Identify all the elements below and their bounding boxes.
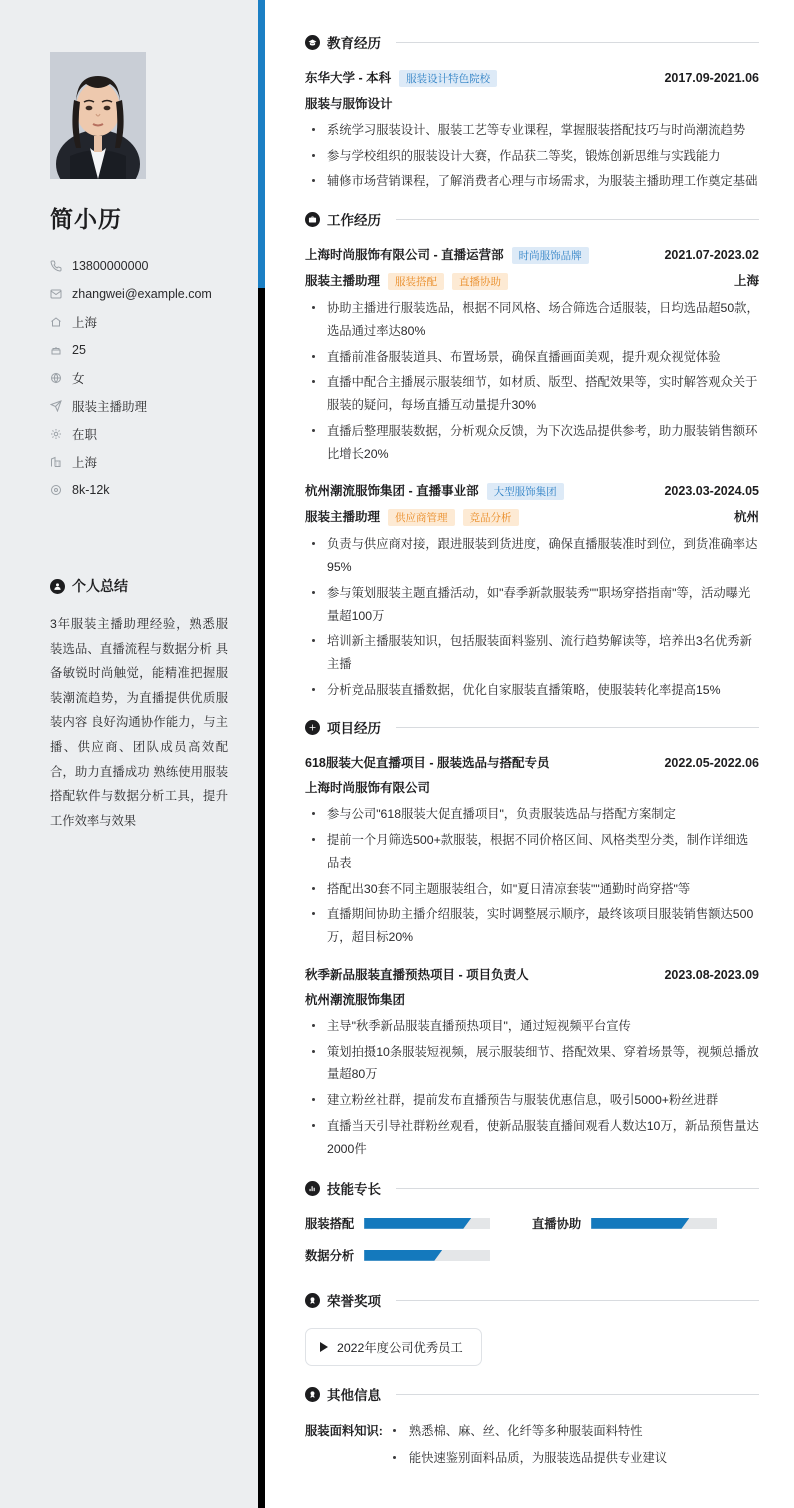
play-triangle-icon bbox=[320, 1342, 328, 1352]
vertical-accent-divider bbox=[258, 0, 265, 1508]
birthday-icon bbox=[50, 344, 68, 356]
project-date: 2022.05-2022.06 bbox=[664, 756, 759, 771]
section-title: 项目经历 bbox=[327, 721, 381, 737]
work-bullets bbox=[305, 533, 759, 701]
other-info-label: 服装面料知识: bbox=[305, 1424, 383, 1439]
entry-left bbox=[305, 965, 654, 983]
project-company: 杭州潮流服饰集团 bbox=[305, 992, 406, 1007]
summary-title: 个人总结 bbox=[72, 578, 128, 594]
company-name: 杭州潮流服饰集团 - 直播事业部 bbox=[305, 484, 479, 499]
school-tag: 服装设计特色院校 bbox=[399, 70, 497, 87]
project-date: 2023.08-2023.09 bbox=[664, 967, 759, 982]
project-entry bbox=[305, 753, 759, 948]
list-item: 培训新主播服装知识，包括服装面料鉴别、流行趋势解读等，培养出3名优秀新主播 bbox=[305, 630, 759, 675]
list-item: 负责与供应商对接，跟进服装到货进度，确保直播服装准时到位，到货准确率达95% bbox=[305, 533, 759, 578]
avatar bbox=[50, 52, 146, 179]
page-title: 简小历 bbox=[50, 206, 122, 232]
list-item: 参与学校组织的服装设计大赛，作品获二等奖，锻炼创新思维与实践能力 bbox=[305, 145, 759, 168]
list-item: 辅修市场营销课程，了解消费者心理与市场需求，为服装主播助理工作奠定基础 bbox=[305, 170, 759, 193]
other-info-group bbox=[305, 1420, 759, 1473]
list-item: 直播期间协助主播介绍服装，实时调整展示顺序，最终该项目服装销售额达500万，超目标20% bbox=[305, 903, 759, 948]
contact-value: 服装主播助理 bbox=[72, 400, 148, 414]
list-item: 参与策划服装主题直播活动，如"春季新款服装秀""职场穿搭指南"等，活动曝光量超100万 bbox=[305, 582, 759, 627]
skill-item bbox=[305, 1214, 532, 1232]
entry-header-row bbox=[305, 481, 759, 500]
city-icon bbox=[50, 456, 68, 468]
entry-header-row bbox=[305, 753, 759, 771]
contact-value: zhangwei@example.com bbox=[72, 287, 212, 301]
section-rule bbox=[396, 727, 759, 728]
work-location: 杭州 bbox=[733, 510, 759, 525]
salary-icon bbox=[50, 484, 68, 496]
list-item: 分析竞品服装直播数据，优化自家服装直播策略，使服装转化率提高15% bbox=[305, 679, 759, 702]
other-icon bbox=[305, 1387, 320, 1402]
entry-left bbox=[305, 753, 654, 771]
section-title: 教育经历 bbox=[327, 36, 381, 51]
project-icon bbox=[305, 720, 320, 735]
portrait-photo-icon bbox=[50, 52, 146, 179]
role-name: 服装主播助理 bbox=[305, 274, 381, 289]
list-item: 直播中配合主播展示服装细节，如材质、版型、搭配效果等，实时解答观众关于服装的疑问，每场直播互动量提升30% bbox=[305, 371, 759, 416]
skill-label: 直播协助 bbox=[532, 1217, 582, 1232]
home-icon bbox=[50, 316, 68, 328]
gender-icon bbox=[50, 372, 68, 384]
section-honors bbox=[305, 1290, 759, 1372]
work-date: 2023.03-2024.05 bbox=[664, 484, 759, 499]
entry-role-row bbox=[305, 271, 759, 290]
list-item: 熟悉棉、麻、丝、化纤等多种服装面料特性 bbox=[383, 1420, 667, 1443]
work-entry bbox=[305, 481, 759, 701]
section-header bbox=[305, 717, 759, 737]
contact-item-gender bbox=[50, 364, 258, 392]
contact-value: 女 bbox=[72, 372, 85, 386]
entry-header-row bbox=[305, 965, 759, 983]
entry-header-row bbox=[305, 68, 759, 87]
sidebar bbox=[0, 0, 258, 1508]
honor-label: 2022年度公司优秀员工 bbox=[337, 1341, 463, 1356]
skill-progress-track bbox=[591, 1218, 717, 1229]
section-header bbox=[305, 209, 759, 229]
list-item: 直播前准备服装道具、布置场景，确保直播画面美观，提升观众视觉体验 bbox=[305, 346, 759, 369]
skill-progress-track bbox=[364, 1250, 490, 1261]
section-title: 荣誉奖项 bbox=[327, 1294, 381, 1310]
section-title: 其他信息 bbox=[327, 1388, 381, 1404]
email-icon bbox=[50, 288, 68, 300]
section-header bbox=[305, 1178, 759, 1198]
section-header bbox=[305, 32, 759, 52]
section-rule bbox=[396, 1300, 759, 1301]
section-rule bbox=[396, 42, 759, 43]
list-item: 提前一个月筛选500+款服装，根据不同价格区间、风格类型分类，制作详细选品表 bbox=[305, 829, 759, 874]
status-icon bbox=[50, 428, 68, 440]
entry-left bbox=[305, 245, 654, 264]
skills-grid bbox=[305, 1214, 759, 1278]
entry-header-row bbox=[305, 245, 759, 264]
section-rule bbox=[396, 1394, 759, 1395]
major-name: 服装与服饰设计 bbox=[305, 97, 393, 111]
project-name: 秋季新品服装直播预热项目 - 项目负责人 bbox=[305, 967, 529, 982]
contact-item-hometown bbox=[50, 308, 258, 336]
list-item: 搭配出30套不同主题服装组合，如"夏日清凉套装""通勤时尚穿搭"等 bbox=[305, 878, 759, 901]
honor-card[interactable] bbox=[305, 1328, 482, 1366]
section-header bbox=[305, 1290, 759, 1310]
contact-value: 8k-12k bbox=[72, 483, 110, 497]
list-item: 策划拍摄10条服装短视频，展示服装细节、搭配效果、穿着场景等，视频总播放量超80万 bbox=[305, 1041, 759, 1086]
section-other-info bbox=[305, 1384, 759, 1473]
section-work bbox=[305, 209, 759, 701]
list-item: 直播当天引导社群粉丝观看，使新品服装直播间观看人数达10万，新品预售量达2000件 bbox=[305, 1115, 759, 1160]
accent-blue-segment bbox=[258, 0, 265, 288]
work-date: 2021.07-2023.02 bbox=[664, 248, 759, 263]
education-entry bbox=[305, 68, 759, 193]
section-projects bbox=[305, 717, 759, 1160]
work-location: 上海 bbox=[733, 274, 759, 289]
list-item: 直播后整理服装数据，分析观众反馈，为下次选品提供参考，助力服装销售额环比增长20% bbox=[305, 420, 759, 465]
contact-value: 25 bbox=[72, 343, 86, 357]
work-entry bbox=[305, 245, 759, 465]
company-tag: 大型服饰集团 bbox=[487, 483, 564, 500]
contact-item-salary bbox=[50, 476, 258, 504]
contact-value: 在职 bbox=[72, 428, 98, 442]
list-item: 建立粉丝社群，提前发布直播预告与服装优惠信息，吸引5000+粉丝进群 bbox=[305, 1089, 759, 1112]
summary-header bbox=[50, 576, 228, 596]
project-company: 上海时尚服饰有限公司 bbox=[305, 781, 431, 796]
contact-list bbox=[0, 252, 258, 504]
photo-container bbox=[0, 52, 258, 179]
list-item: 系统学习服装设计、服装工艺等专业课程，掌握服装搭配技巧与时尚潮流趋势 bbox=[305, 119, 759, 142]
skill-progress-fill bbox=[364, 1250, 442, 1261]
skill-label: 服装搭配 bbox=[305, 1217, 355, 1232]
section-title: 技能专长 bbox=[327, 1182, 381, 1198]
list-item: 能快速鉴别面料品质，为服装选品提供专业建议 bbox=[383, 1447, 667, 1470]
section-header bbox=[305, 1384, 759, 1404]
role-tag: 服装搭配 bbox=[388, 273, 444, 290]
section-rule bbox=[396, 1188, 759, 1189]
skill-label: 数据分析 bbox=[305, 1249, 355, 1264]
section-education bbox=[305, 32, 759, 193]
skill-progress-fill bbox=[591, 1218, 689, 1229]
school-name: 东华大学 - 本科 bbox=[305, 71, 392, 85]
list-item: 主导"秋季新品服装直播预热项目"，通过短视频平台宣传 bbox=[305, 1015, 759, 1038]
entry-role-row bbox=[305, 507, 759, 526]
project-bullets bbox=[305, 1015, 759, 1160]
summary-text: 3年服装主播助理经验，熟悉服装选品、直播流程与数据分析 具备敏锐时尚触觉，能精准把握服装潮流趋势，为直播提供优质服装内容 良好沟通协作能力，与主播、供应商、团队成员高效配合，助力直播成功 熟练使用服装搭配软件与数据分析工具，提升工作效率与效果 bbox=[50, 617, 228, 828]
contact-value: 上海 bbox=[72, 456, 98, 470]
skill-item bbox=[532, 1214, 759, 1232]
skill-item bbox=[305, 1246, 532, 1264]
project-entry bbox=[305, 965, 759, 1160]
work-icon bbox=[305, 212, 320, 227]
entry-left bbox=[305, 68, 654, 87]
skills-icon bbox=[305, 1181, 320, 1196]
role-tag: 竞品分析 bbox=[463, 509, 519, 526]
phone-icon bbox=[50, 260, 68, 272]
award-icon bbox=[305, 1293, 320, 1308]
education-date: 2017.09-2021.06 bbox=[664, 71, 759, 85]
person-icon bbox=[50, 579, 65, 594]
role-name: 服装主播助理 bbox=[305, 510, 381, 525]
education-bullets bbox=[305, 119, 759, 193]
section-rule bbox=[396, 219, 759, 220]
company-name: 上海时尚服饰有限公司 - 直播运营部 bbox=[305, 248, 504, 263]
entry-left bbox=[305, 271, 724, 290]
role-tag: 直播协助 bbox=[452, 273, 508, 290]
section-skills bbox=[305, 1178, 759, 1278]
skill-progress-fill bbox=[364, 1218, 471, 1229]
main-content bbox=[265, 0, 794, 1508]
project-name: 618服装大促直播项目 - 服装选品与搭配专员 bbox=[305, 756, 550, 771]
contact-item-age bbox=[50, 336, 258, 364]
section-title: 工作经历 bbox=[327, 213, 381, 229]
skill-progress-track bbox=[364, 1218, 490, 1229]
education-icon bbox=[305, 35, 320, 50]
contact-item-position bbox=[50, 392, 258, 420]
contact-item-city bbox=[50, 448, 258, 476]
role-tag: 供应商管理 bbox=[388, 509, 455, 526]
work-bullets bbox=[305, 297, 759, 465]
entry-left bbox=[305, 507, 724, 526]
other-info-bullets bbox=[383, 1420, 667, 1473]
company-tag: 时尚服饰品牌 bbox=[512, 247, 589, 264]
contact-item-phone bbox=[50, 252, 258, 280]
contact-value: 13800000000 bbox=[72, 259, 149, 273]
project-bullets bbox=[305, 803, 759, 948]
contact-value: 上海 bbox=[72, 316, 98, 330]
list-item: 参与公司"618服装大促直播项目"，负责服装选品与搭配方案制定 bbox=[305, 803, 759, 826]
contact-item-email bbox=[50, 280, 258, 308]
list-item: 协助主播进行服装选品，根据不同风格、场合筛选合适服装，日均选品超50款，选品通过率达80% bbox=[305, 297, 759, 342]
entry-left bbox=[305, 481, 654, 500]
job-icon bbox=[50, 400, 68, 412]
contact-item-status bbox=[50, 420, 258, 448]
summary-section bbox=[0, 576, 258, 833]
